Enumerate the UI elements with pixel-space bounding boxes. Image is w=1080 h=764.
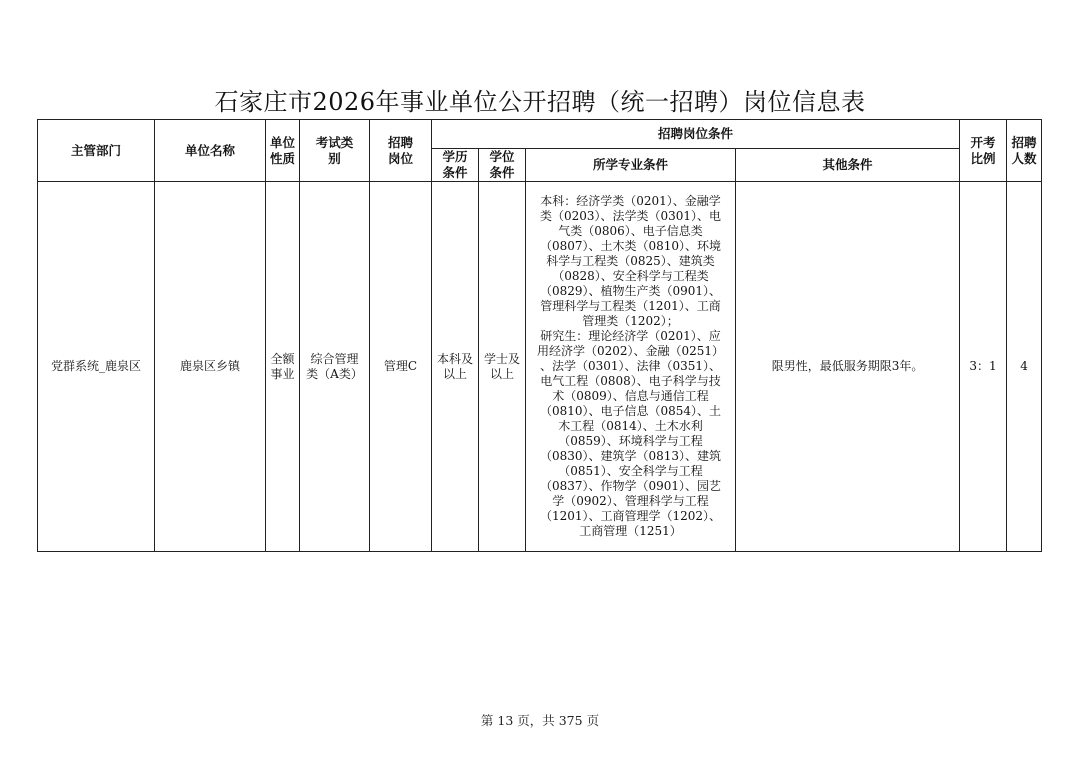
cell-position: 管理C — [370, 182, 432, 552]
major-line: 木工程（0814）、土木水利 — [558, 419, 703, 433]
major-line: 气类（0806）、电子信息类 — [558, 224, 703, 238]
cell-other: 限男性，最低服务期限3年。 — [736, 182, 960, 552]
major-line: 学（0902）、管理科学与工程 — [552, 494, 709, 508]
major-line: 研究生：理论经济学（0201）、应 — [540, 329, 721, 343]
major-line: （0810）、电子信息（0854）、土 — [539, 404, 722, 418]
header-unit-name: 单位名称 — [155, 120, 266, 182]
header-row-top — [38, 120, 1042, 149]
header-ratio: 开考比例 — [960, 120, 1007, 182]
cell-education: 本科及以上 — [432, 182, 479, 552]
major-line: 本科：经济学类（0201）、金融学 — [540, 194, 721, 208]
table-row — [38, 182, 1042, 552]
major-line: 用经济学（0202）、金融（0251） — [536, 344, 725, 358]
header-unit-nature: 单位性质 — [266, 120, 300, 182]
major-line: 管理类（1202）； — [582, 314, 679, 328]
cell-degree: 学士及以上 — [479, 182, 526, 552]
major-line: （0829）、植物生产类（0901）、 — [539, 284, 722, 298]
job-info-table — [37, 119, 1042, 552]
major-line: （1201）、工商管理学（1202）、 — [539, 509, 722, 523]
header-conditions: 招聘岗位条件 — [432, 120, 960, 149]
major-line: （0837）、作物学（0901）、园艺 — [539, 479, 722, 493]
major-line: 管理科学与工程类（1201）、工商 — [540, 299, 721, 313]
major-line: 工商管理（1251） — [579, 524, 682, 538]
header-count: 招聘人数 — [1007, 120, 1042, 182]
major-line: 、法学（0301）、法律（0351）、 — [539, 359, 722, 373]
major-line: 术（0809）、信息与通信工程 — [552, 389, 709, 403]
page-number: 第 13 页，共 375 页 — [480, 713, 600, 728]
major-line: 科学与工程类（0825）、建筑类 — [546, 254, 715, 268]
header-education: 学历条件 — [432, 149, 479, 182]
cell-unit-name: 鹿泉区乡镇 — [155, 182, 266, 552]
cell-ratio: 3：1 — [960, 182, 1007, 552]
header-position: 招聘岗位 — [370, 120, 432, 182]
header-dept: 主管部门 — [38, 120, 155, 182]
page-title: 石家庄市2026年事业单位公开招聘（统一招聘）岗位信息表 — [214, 88, 866, 116]
header-degree: 学位条件 — [479, 149, 526, 182]
major-line: 电气工程（0808）、电子科学与技 — [540, 374, 721, 388]
header-other: 其他条件 — [736, 149, 960, 182]
cell-unit-nature: 全额事业 — [266, 182, 300, 552]
header-exam-type: 考试类别 — [300, 120, 370, 182]
major-line: （0851）、安全科学与工程 — [558, 464, 703, 478]
major-line: （0830）、建筑学（0813）、建筑 — [539, 449, 722, 463]
major-line: （0859）、环境科学与工程 — [558, 434, 703, 448]
major-line: 类（0203）、法学类（0301）、电 — [539, 209, 722, 223]
cell-major — [526, 182, 736, 552]
cell-exam-type: 综合管理类（A类） — [300, 182, 370, 552]
major-line: （0828）、安全科学与工程类 — [552, 269, 709, 283]
major-line: （0807）、土木类（0810）、环境 — [539, 239, 722, 253]
cell-count: 4 — [1007, 182, 1042, 552]
header-major: 所学专业条件 — [526, 149, 736, 182]
cell-dept: 党群系统_鹿泉区 — [38, 182, 155, 552]
